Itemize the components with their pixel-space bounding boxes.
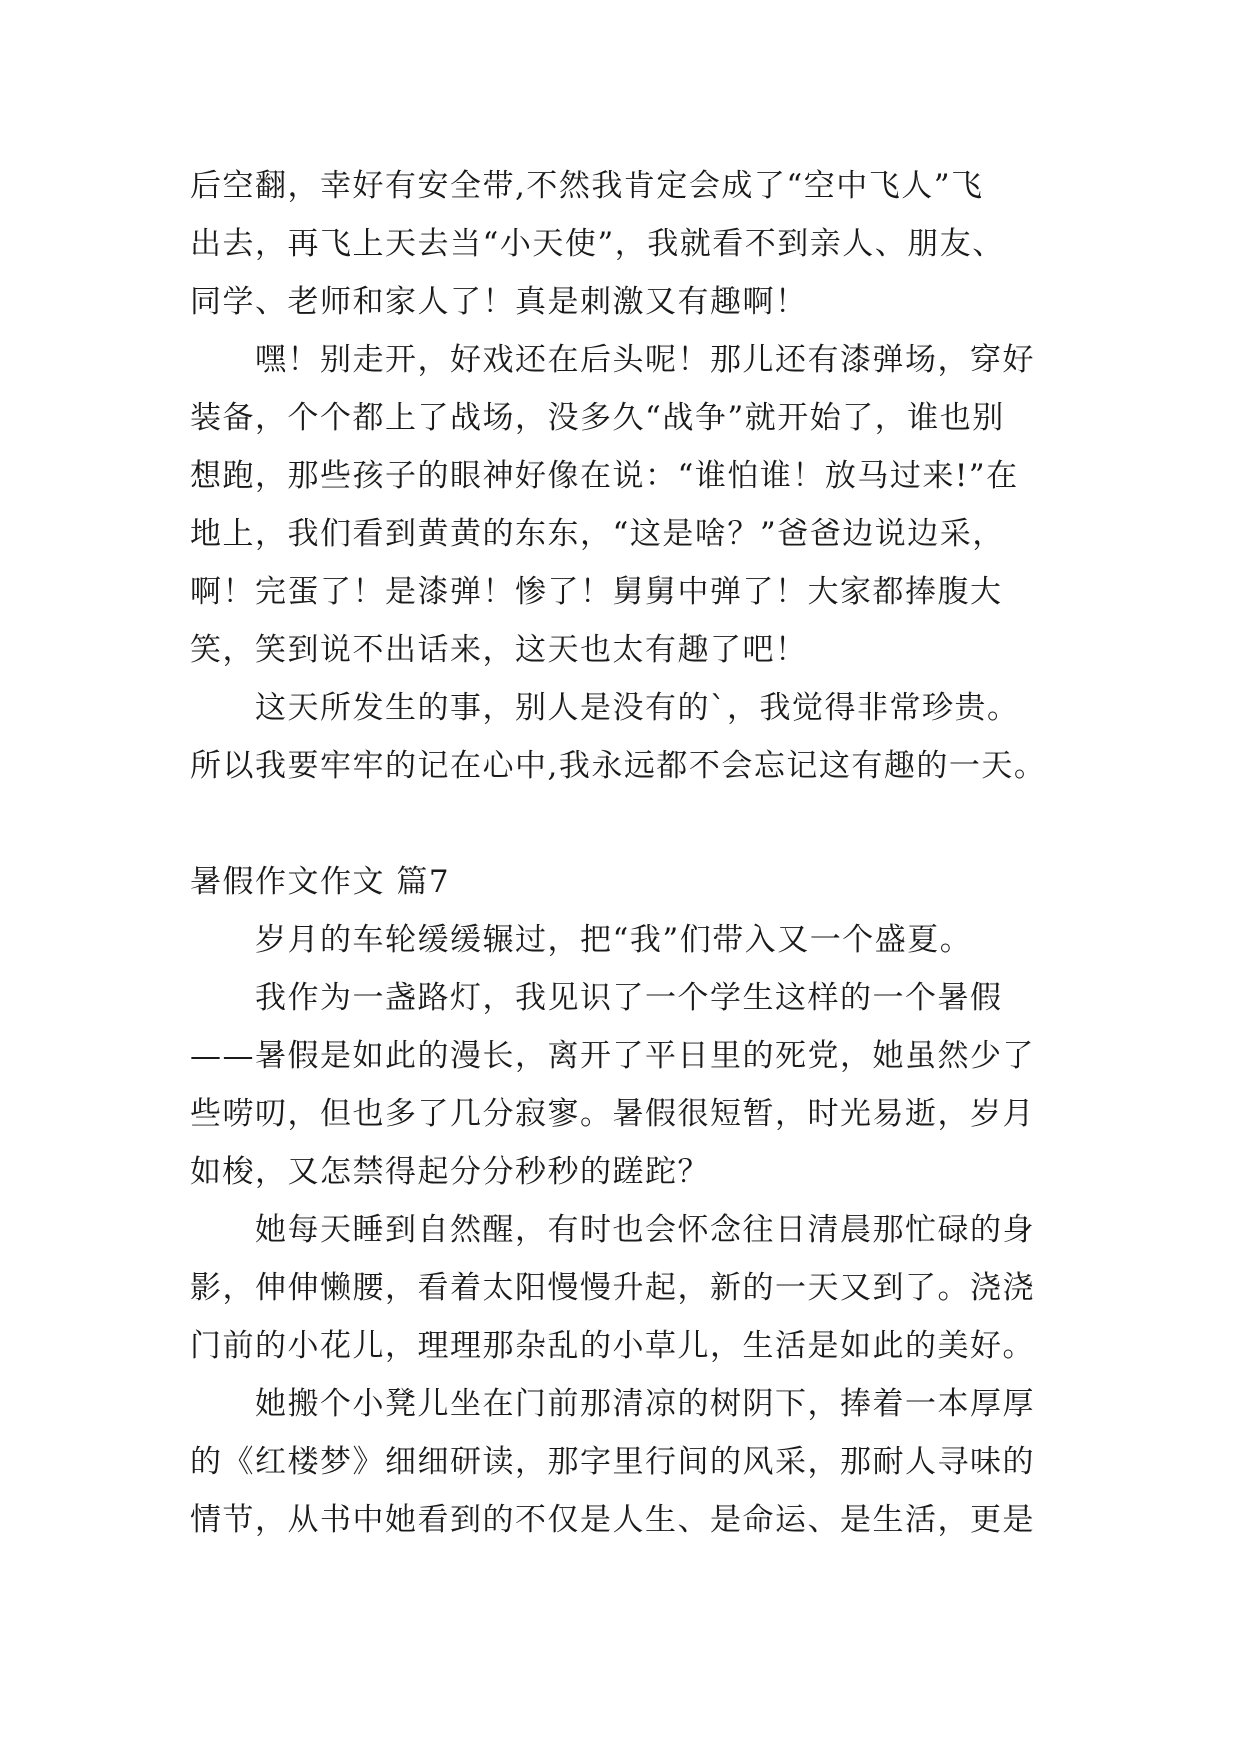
text-line: 门前的小花儿，理理那杂乱的小草儿，生活是如此的美好。: [190, 1328, 1035, 1364]
section-heading: 暑假作文作文 篇7: [190, 864, 451, 900]
text-line: 的《红楼梦》细细研读，那字里行间的风采，那耐人寻味的: [190, 1444, 1035, 1480]
text-line: 嘿！别走开，好戏还在后头呢！那儿还有漆弹场，穿好: [190, 342, 1035, 378]
text-line: 同学、老师和家人了！真是刺激又有趣啊！: [190, 284, 808, 320]
text-line: 情节，从书中她看到的不仅是人生、是命运、是生活，更是: [190, 1502, 1035, 1538]
text-line: ——暑假是如此的漫长，离开了平日里的死党，她虽然少了: [190, 1038, 1035, 1074]
text-line: 装备，个个都上了战场，没多久“战争”就开始了，谁也别: [190, 400, 1005, 436]
text-line: 岁月的车轮缓缓辗过，把“我”们带入又一个盛夏。: [190, 922, 973, 958]
text-line: 她每天睡到自然醒，有时也会怀念往日清晨那忙碌的身: [190, 1212, 1035, 1248]
text-line: 想跑，那些孩子的眼神好像在说：“谁怕谁！放马过来!”在: [190, 458, 1019, 494]
text-line: 啊！完蛋了！是漆弹！惨了！舅舅中弹了！大家都捧腹大: [190, 574, 1003, 610]
text-line: 所以我要牢牢的记在心中,我永远都不会忘记这有趣的一天。: [190, 748, 1047, 784]
text-line: 后空翻，幸好有安全带,不然我肯定会成了“空中飞人”飞: [190, 168, 984, 204]
text-line: 我作为一盏路灯，我见识了一个学生这样的一个暑假: [190, 980, 1003, 1016]
text-line: 这天所发生的事，别人是没有的`，我觉得非常珍贵。: [190, 690, 1020, 726]
text-line: 些唠叨，但也多了几分寂寥。暑假很短暂，时光易逝，岁月: [190, 1096, 1035, 1132]
text-line: 地上，我们看到黄黄的东东，“这是啥？”爸爸边说边采，: [190, 516, 1005, 552]
text-line: 笑，笑到说不出话来，这天也太有趣了吧！: [190, 632, 808, 668]
text-line: 如梭，又怎禁得起分分秒秒的蹉跎？: [190, 1154, 710, 1190]
text-line: 她搬个小凳儿坐在门前那清凉的树阴下，捧着一本厚厚: [190, 1386, 1035, 1422]
text-line: 影，伸伸懒腰，看着太阳慢慢升起，新的一天又到了。浇浇: [190, 1270, 1035, 1306]
text-line: 出去，再飞上天去当“小天使”，我就看不到亲人、朋友、: [190, 226, 1005, 262]
